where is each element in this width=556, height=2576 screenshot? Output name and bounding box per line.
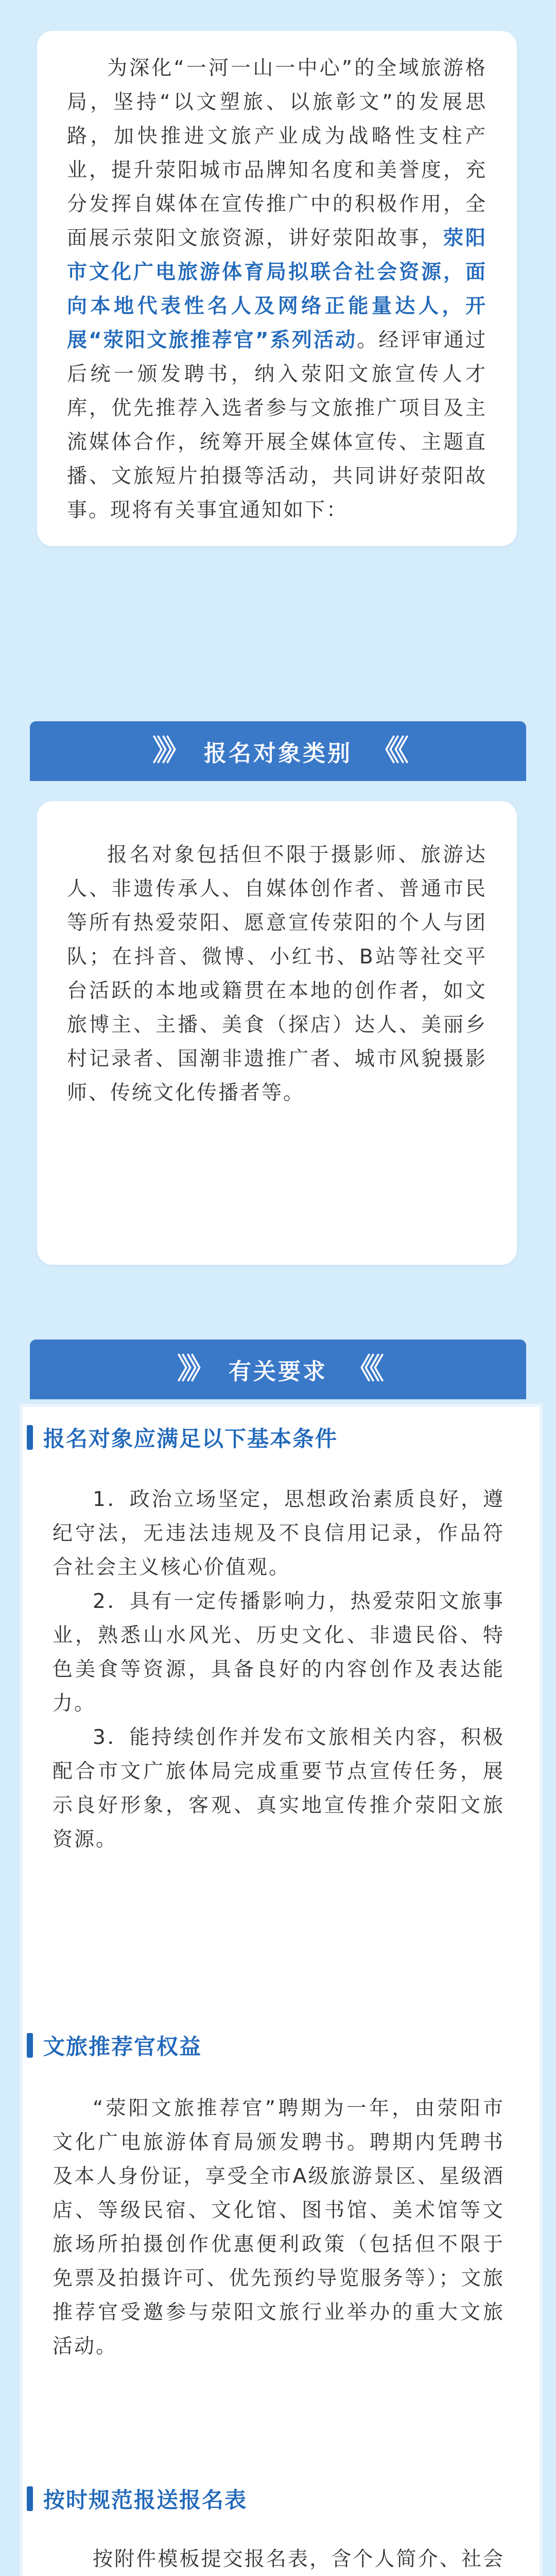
submission-text (53, 2543, 505, 2576)
heading-rights (27, 2030, 202, 2061)
applicants-text: 报名对象包括但不限于摄影师、旅游达人、非遗传承人、自媒体创作者、普通市民等所有热爱荥阳、愿意宣传荥阳的个人与团队；在抖音、微博、小红书、B站等社交平台活跃的本地或籍贯在本地的创作者，如文旅博主、主播、美食（探店）达人、美丽乡村记录者、国潮非遗推广者、城市风貌摄影师、传统文化传播者等。 (67, 843, 487, 1105)
submission-paragraph: 按附件模板提交报名表，含个人简介、社会 (93, 2548, 505, 2571)
chevron-right-icon: 》》 (177, 1352, 210, 1386)
condition-1: 1．政治立场坚定，思想政治素质良好，遵纪守法，无违法违规及不良信用记录，作品符合社会主义核心价值观。 (53, 1488, 505, 1579)
applicants-card (37, 801, 517, 1265)
section-banner-applicants (30, 721, 526, 781)
intro-paragraph (37, 31, 517, 528)
section-banner-requirements (30, 1340, 526, 1399)
condition-3: 3．能持续创作并发布文旅相关内容，积极配合市文广旅体局完成重要节点宣传任务，展示良好形象，客观、真实地宣传推介荥阳文旅资源。 (53, 1726, 505, 1851)
heading-rights-text: 文旅推荐官权益 (43, 2034, 202, 2059)
rights-paragraph: “荥阳文旅推荐官”聘期为一年，由荥阳市文化广电旅游体育局颁发聘书。聘期内凭聘书及本人身份证，享受全市A级旅游景区、星级酒店、等级民宿、文化馆、图书馆、美术馆等文旅场所拍摄创作优惠便利政策（包括但不限于免票及拍摄许可、优先预约导览服务等）；文旅推荐官受邀参与荥阳文旅行业举办的重大文旅活动。 (53, 2097, 505, 2358)
conditions-text (53, 1483, 505, 1857)
intro-card (37, 31, 517, 546)
intro-highlight: 荥阳市文化广电旅游体育局拟联合社会资源，面向本地代表性名人及网络正能量达人，开展“荥阳文旅推荐官”系列活动 (67, 227, 487, 352)
section-title-requirements: 有关要求 (229, 1359, 327, 1385)
heading-bar-icon (27, 2486, 33, 2511)
heading-submission-text: 按时规范报送报名表 (43, 2487, 248, 2513)
condition-2: 2．具有一定传播影响力，热爱荥阳文旅事业，熟悉山水风光、历史文化、非遗民俗、特色美食等资源，具备良好的内容创作及表达能力。 (53, 1590, 505, 1715)
rights-text (53, 2092, 505, 2364)
intro-text-b: 。经评审通过后统一颁发聘书，纳入荥阳文旅宣传人才库，优先推荐入选者参与文旅推广项目及主流媒体合作，统筹开展全媒体宣传、主题直播、文旅短片拍摄等活动，共同讲好荥阳故事。现将有关事宜通知如下： (67, 329, 487, 522)
chevron-left-icon: 《《 (346, 1352, 379, 1386)
heading-submission (27, 2483, 247, 2514)
heading-basic-conditions (27, 1422, 338, 1453)
chevron-right-icon: 》》 (152, 734, 185, 768)
chevron-left-icon: 《《 (371, 734, 404, 768)
section-title-applicants: 报名对象类别 (204, 740, 352, 767)
heading-bar-icon (27, 2033, 33, 2058)
heading-basic-conditions-text: 报名对象应满足以下基本条件 (43, 1426, 338, 1451)
heading-bar-icon (27, 1425, 33, 1450)
intro-text-a: 为深化“一河一山一中心”的全域旅游格局，坚持“以文塑旅、以旅彰文”的发展思路，加快推进文旅产业成为战略性支柱产业，提升荥阳城市品牌知名度和美誉度，充分发挥自媒体在宣传推广中的积极作用，全面展示荥阳文旅资源，讲好荥阳故事， (67, 57, 487, 250)
